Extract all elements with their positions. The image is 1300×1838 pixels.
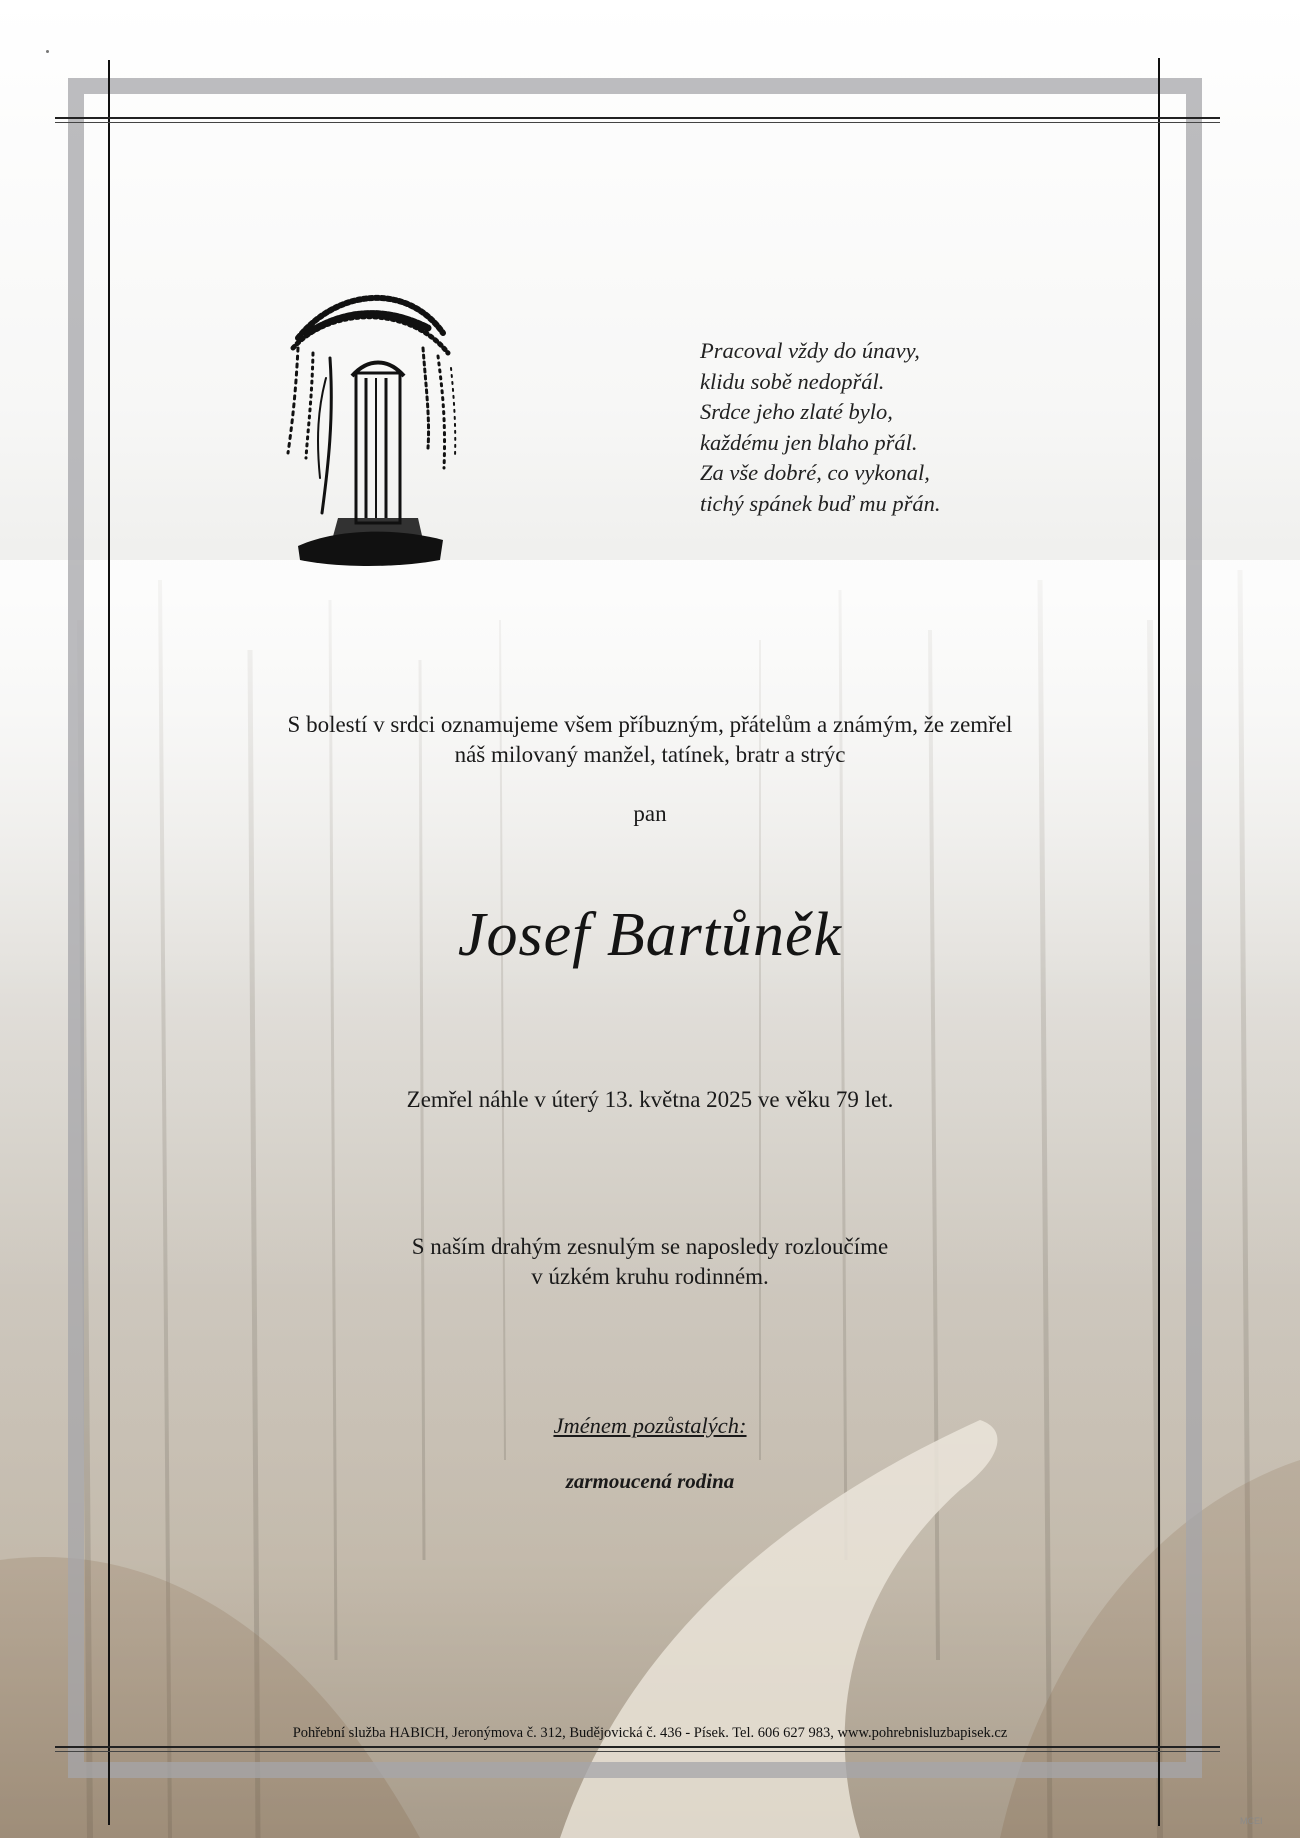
announcement-line: náš milovaný manžel, tatínek, bratr a strýc <box>454 742 846 767</box>
weeping-willow-icon <box>268 278 468 570</box>
poem-line: klidu sobě nedopřál. <box>700 368 885 394</box>
top-rule <box>55 117 1220 119</box>
scan-speck <box>46 50 49 53</box>
salutation: pan <box>633 801 667 826</box>
memorial-poem <box>700 336 1060 519</box>
poem-line: Srdce jeho zlaté bylo, <box>700 399 893 424</box>
corner-mark: MCEI <box>1240 1816 1263 1826</box>
deceased-name: Josef Bartůněk <box>457 901 843 969</box>
poem-line: Za vše dobré, co vykonal, <box>700 460 930 485</box>
on-behalf-text: Jménem pozůstalých: <box>553 1413 747 1438</box>
death-notice: Zemřel náhle v úterý 13. května 2025 ve věku 79 let. <box>406 1087 894 1112</box>
announcement-line: S bolestí v srdci oznamujeme všem příbuzným, přátelům a známým, že zemřel <box>287 712 1013 737</box>
poem-line: tichý spánek buď mu přán. <box>700 490 941 516</box>
top-rule-thin <box>55 122 1220 123</box>
poem-line: Pracoval vždy do únavy, <box>700 338 920 363</box>
farewell-line: v úzkém kruhu rodinném. <box>531 1264 769 1289</box>
on-behalf-label <box>0 1413 1300 1439</box>
signature: zarmoucená rodina <box>565 1469 735 1493</box>
announcement <box>0 710 1300 770</box>
poem-line: každému jen blaho přál. <box>700 429 918 455</box>
farewell-text <box>0 1232 1300 1292</box>
farewell-line: S naším drahým zesnulým se naposledy rozloučíme <box>411 1234 889 1259</box>
bottom-rule <box>55 1746 1220 1748</box>
funeral-service-footer: Pohřební služba HABICH, Jeronýmova č. 312, Budějovická č. 436 - Písek. Tel. 606 627 983, www.pohrebnisluzbapisek.cz <box>292 1725 1008 1741</box>
bottom-rule-thin <box>55 1751 1220 1752</box>
